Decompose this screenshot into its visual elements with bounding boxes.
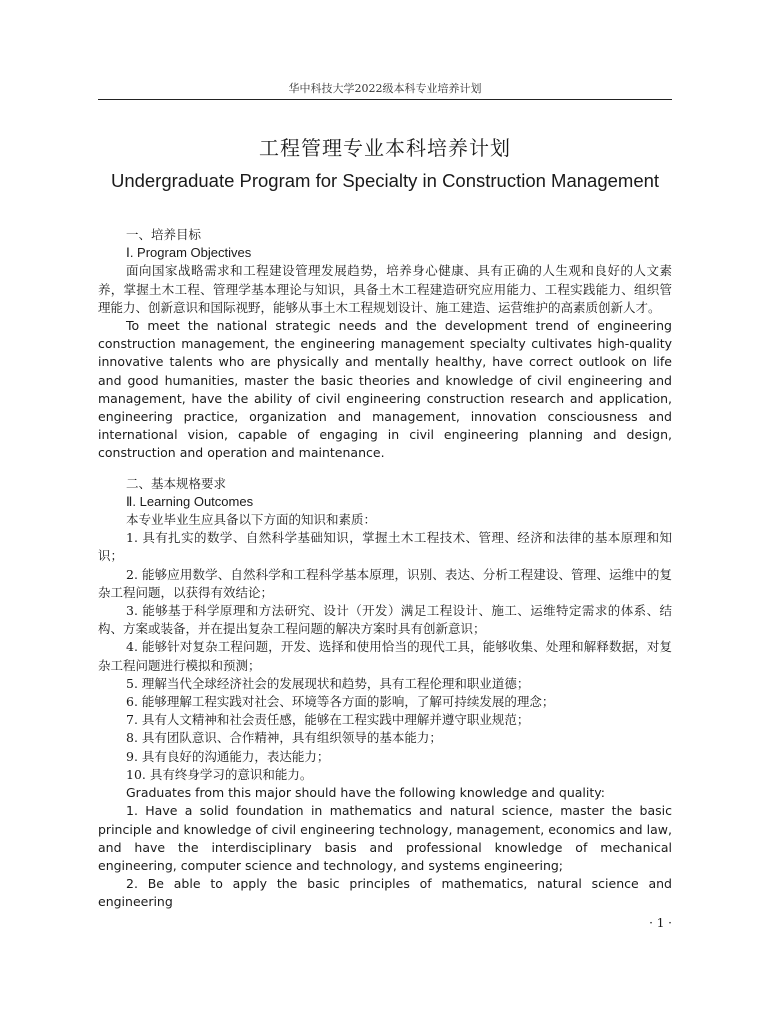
section2-heading-cn: 二、基本规格要求: [126, 475, 227, 491]
outcome-item-en: 2. Be able to apply the basic principles of mathematics, natural science and engineering: [98, 876, 672, 910]
outcome-item-cn: 3. 能够基于科学原理和方法研究、设计（开发）满足工程设计、施工、运维特定需求的体系、结构、方案或装备，并在提出复杂工程问题的解决方案时具有创新意识；: [98, 603, 672, 637]
section-gap: [98, 463, 672, 475]
outcomes-intro-cn: 本专业毕业生应具备以下方面的知识和素质：: [126, 512, 377, 528]
header-divider: [98, 99, 672, 100]
outcome-item-cn: 9. 具有良好的沟通能力，表达能力；: [126, 748, 330, 764]
outcome-item-cn: 2. 能够应用数学、自然科学和工程科学基本原理，识别、表达、分析工程建设、管理、运维中的复杂工程问题，以获得有效结论；: [98, 566, 672, 600]
section2-heading-en: Ⅱ. Learning Outcomes: [126, 493, 254, 509]
running-header: 华中科技大学2022级本科专业培养计划: [288, 82, 482, 95]
outcome-item-cn: 8. 具有团队意识、合作精神，具有组织领导的基本能力；: [126, 730, 442, 746]
document-title-cn: 工程管理专业本科培养计划: [259, 136, 511, 160]
outcome-item-en: 1. Have a solid foundation in mathematics and natural science, master the basic principle and knowledge of civil engineering technology, management, economics and law, and have the interdisciplinary basis and professional knowledge of mechanical engineering, computer science and technology, and systems engineering;: [98, 803, 672, 873]
objectives-paragraph-en: To meet the national strategic needs and the development trend of engineering construction management, the engineering management specialty cultivates high-quality innovative talents who are physically and mentally healthy, have correct outlook on life and good humanities, master the basic theories and knowledge of civil engineering and management, have the ability of civil engineering construction research and application, engineering practice, organization and management, innovation consciousness and international vision, capable of engaging in civil engineering planning and design, construction and operation and maintenance.: [98, 318, 672, 461]
outcome-item-cn: 1. 具有扎实的数学、自然科学基础知识，掌握土木工程技术、管理、经济和法律的基本原理和知识；: [98, 530, 672, 564]
section1-heading-en: Ⅰ. Program Objectives: [126, 245, 252, 261]
document-title-en: Undergraduate Program for Specialty in Construction Management: [110, 170, 660, 191]
outcome-item-cn: 5. 理解当代全球经济社会的发展现状和趋势，具有工程伦理和职业道德；: [126, 675, 530, 691]
section1-heading-cn: 一、培养目标: [126, 227, 202, 242]
outcome-item-cn: 7. 具有人文精神和社会责任感，能够在工程实践中理解并遵守职业规范；: [126, 712, 530, 728]
outcomes-intro-en: Graduates from this major should have the following knowledge and quality:: [126, 785, 605, 801]
outcome-item-cn: 10. 具有终身学习的意识和能力。: [126, 766, 313, 782]
outcome-item-cn: 6. 能够理解工程实践对社会、环境等各方面的影响，了解可持续发展的理念；: [126, 694, 555, 710]
page-number: · 1 ·: [649, 916, 672, 930]
objectives-paragraph-cn: 面向国家战略需求和工程建设管理发展趋势，培养身心健康、具有正确的人生观和良好的人文素养，掌握土木工程、管理学基本理论与知识，具备土木工程建造研究应用能力、工程实践能力、组织管理能力、创新意识和国际视野，能够从事土木工程规划设计、施工建造、运营维护的高素质创新人才。: [98, 263, 672, 315]
document-body: [98, 226, 672, 912]
outcome-item-cn: 4. 能够针对复杂工程问题，开发、选择和使用恰当的现代工具，能够收集、处理和解释数据，对复杂工程问题进行模拟和预测；: [98, 639, 672, 673]
